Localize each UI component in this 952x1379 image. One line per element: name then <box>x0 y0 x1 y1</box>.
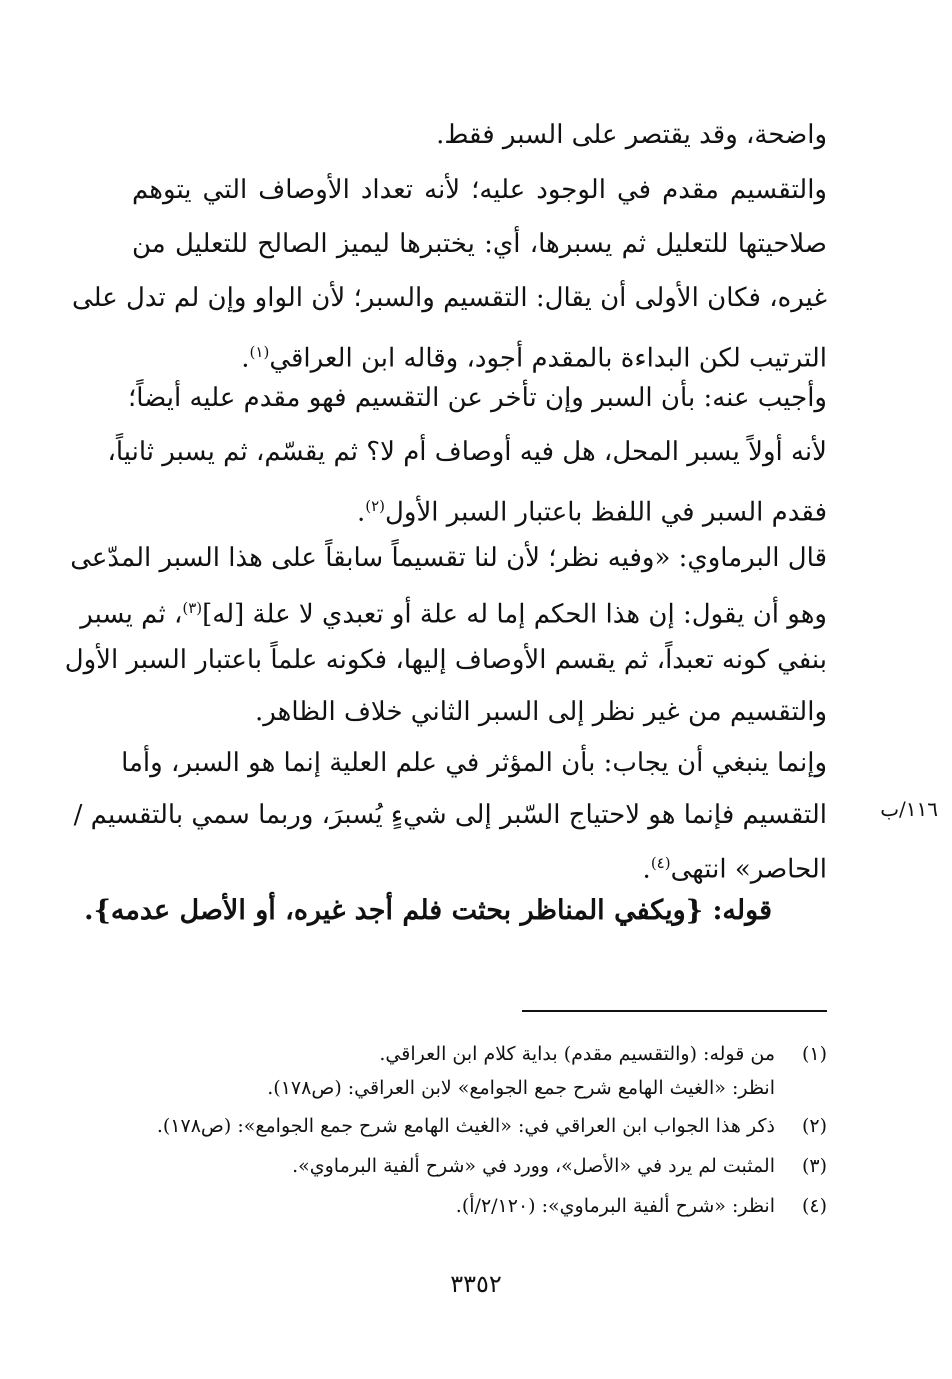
text-line: بنفي كونه تعبداً، ثم يقسم الأوصاف إليها، فكونه علماً باعتبار السبر الأول <box>64 645 827 675</box>
text-line: واضحة، وقد يقتصر على السبر فقط. <box>436 120 827 150</box>
text-line: وأجيب عنه: بأن السبر وإن تأخر عن التقسيم فهو مقدم عليه أيضاً؛ <box>128 383 827 413</box>
footnote: (٢)ذكر هذا الجواب ابن العراقي في: «الغيث الهامع شرح جمع الجوامع»: (ص١٧٨). <box>156 1115 827 1137</box>
text-line: فقدم السبر في اللفظ باعتبار السبر الأول$^{(٢)}$. <box>356 497 827 528</box>
footnote-ref: (٤) <box>650 854 671 872</box>
text-line: وإنما ينبغي أن يجاب: بأن المؤثر في علم العلية إنما هو السبر، وأما <box>121 748 827 778</box>
text-line: وهو أن يقول: إن هذا الحكم إما له علة أو تعبدي لا علة [له]$^{(٣)}$، ثم يسبر <box>80 599 827 630</box>
footnote-ref: (٣) <box>182 599 203 617</box>
text-line: الترتيب لكن البداءة بالمقدم أجود، وقاله ابن العراقي$^{(١)}$. <box>241 343 827 374</box>
text-line: صلاحيتها للتعليل ثم يسبرها، أي: يختبرها ليميز الصالح للتعليل من <box>132 229 827 259</box>
footnote: (١)من قوله: (والتقسيم مقدم) بداية كلام ابن العراقي. <box>379 1043 827 1065</box>
text-line: لأنه أولاً يسبر المحل، هل فيه أوصاف أم لا؟ ثم يقسّم، ثم يسبر ثانياً، <box>107 437 827 467</box>
text-line: الحاصر» انتهى$^{(٤)}$. <box>642 854 827 885</box>
footnote-separator <box>522 1010 827 1012</box>
footnote-ref: (٢) <box>365 497 385 515</box>
text-line: التقسيم فإنما هو لاحتياج السّبر إلى شيءٍ يُسبرَ، وربما سمي بالتقسيم / <box>73 800 827 830</box>
margin-folio-note: ١١٦/ب <box>880 797 938 821</box>
footnote-ref: (١) <box>249 343 270 361</box>
text-line: غيره، فكان الأولى أن يقال: التقسيم والسبر؛ لأن الواو وإن لم تدل على <box>71 283 827 313</box>
text-line: والتقسيم مقدم في الوجود عليه؛ لأنه تعداد الأوصاف التي يتوهم <box>132 175 827 205</box>
footnote: (٣)المثبت لم يرد في «الأصل»، وورد في «شرح ألفية البرماوي». <box>292 1155 827 1177</box>
text-line: قال البرماوي: «وفيه نظر؛ لأن لنا تقسيماً سابقاً على هذا السبر المدّعى <box>70 543 827 573</box>
text-line: والتقسيم من غير نظر إلى السبر الثاني خلاف الظاهر. <box>255 697 827 727</box>
footnote: انظر: «الغيث الهامع شرح جمع الجوامع» لابن العراقي: (ص١٧٨). <box>267 1077 775 1099</box>
page-number: ٣٣٥٢ <box>450 1270 502 1298</box>
section-heading: قوله: {ويكفي المناظر بحثت فلم أجد غيره، أو الأصل عدمه}. <box>84 895 772 926</box>
footnote: (٤)انظر: «شرح ألفية البرماوي»: (٢/١٢٠/أ). <box>455 1195 827 1217</box>
